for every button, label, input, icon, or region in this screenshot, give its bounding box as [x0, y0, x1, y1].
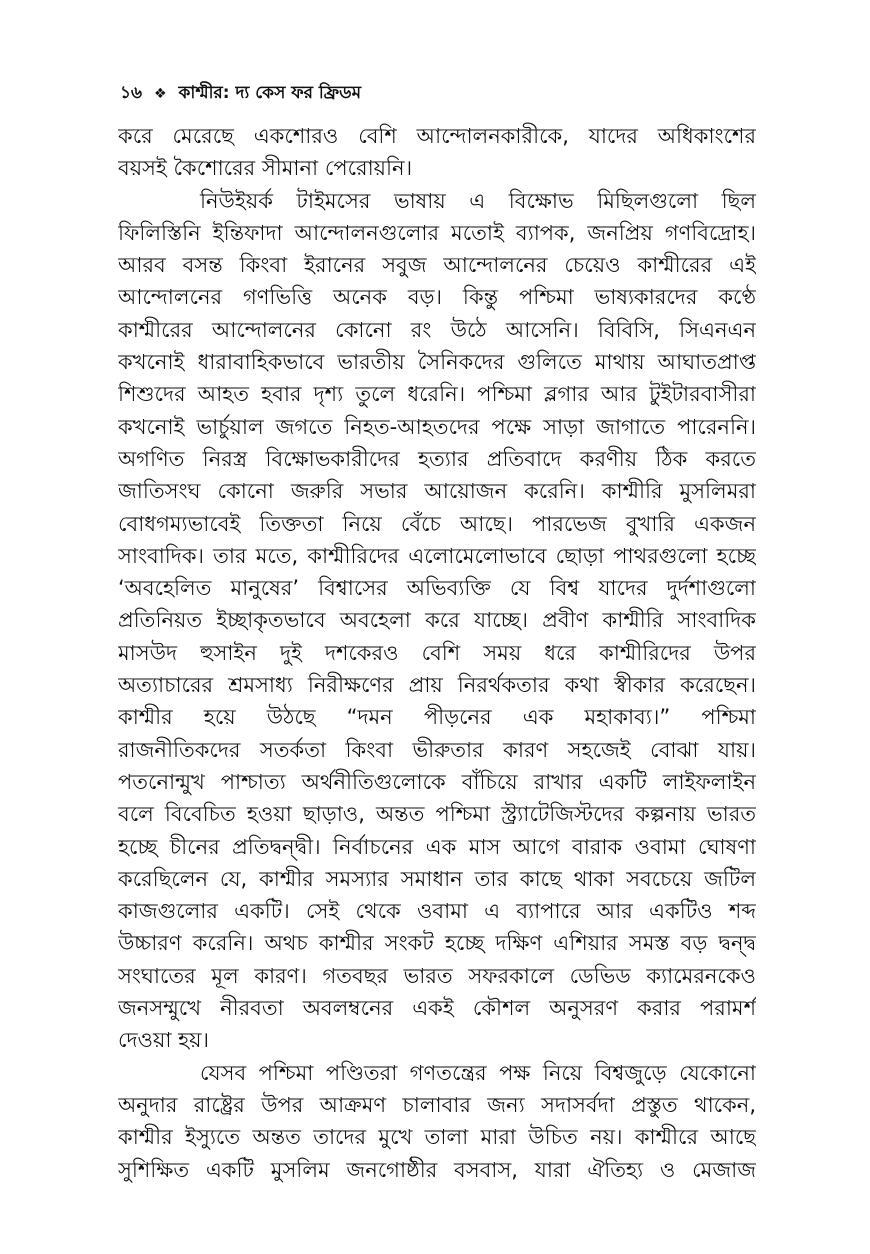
text-line: সাংবাদিক। তার মতে, কাশ্মীরিদের এলোমেলোভাবে ছোড়া পাথরগুলো হচ্ছে — [118, 543, 756, 568]
text-line: করেছিলেন যে, কাশ্মীর সমস্যার সমাধান তার কাছে থাকা সবচেয়ে জটিল — [118, 866, 756, 891]
text-line: বলে বিবেচিত হওয়া ছাড়াও, অন্তত পশ্চিমা স্ট্র্যাটেজিস্টদের কল্পনায় ভারত — [118, 802, 756, 827]
separator-ornament: ❖ — [154, 86, 167, 102]
page-number: ১৬ — [120, 83, 143, 103]
text-line: কাশ্মীর ইস্যুতে অন্তত তাদের মুখে তালা মারা উচিত নয়। কাশ্মীরে আছে — [118, 1125, 756, 1150]
text-line: ফিলিস্তিনি ইন্তিফাদা আন্দোলনগুলোর মতোই ব্যাপক, জনপ্রিয় গণবিদ্রোহ। — [118, 220, 756, 245]
text-line: রাজনীতিকদের সতর্কতা কিংবা ভীরুতার কারণ সহজেই বোঝা যায়। — [118, 737, 756, 762]
text-line: কাশ্মীরের আন্দোলনের কোনো রং উঠে আসেনি। বিবিসি, সিএনএন — [118, 317, 756, 342]
text-line: প্রতিনিয়ত ইচ্ছাকৃতভাবে অবহেলা করে যাচ্ছে। প্রবীণ কাশ্মীরি সাংবাদিক — [118, 608, 756, 633]
running-header — [120, 82, 361, 105]
text-line: উচ্চারণ করেনি। অথচ কাশ্মীর সংকট হচ্ছে দক্ষিণ এশিয়ার সমস্ত বড় দ্বন্দ্ব — [118, 931, 756, 956]
text-line: সুশিক্ষিত একটি মুসলিম জনগোষ্ঠীর বসবাস, যারা ঐতিহ্য ও মেজাজ — [118, 1157, 756, 1182]
text-line: কাজগুলোর একটি। সেই থেকে ওবামা এ ব্যাপারে আর একটিও শব্দ — [118, 899, 756, 924]
text-line: আরব বসন্ত কিংবা ইরানের সবুজ আন্দোলনের চেয়েও কাশ্মীরের এই — [118, 253, 756, 278]
text-line: ‘অবহেলিত মানুষের’ বিশ্বাসের অভিব্যক্তি যে বিশ্ব যাদের দুর্দশাগুলো — [118, 576, 756, 601]
text-line: মাসউদ হুসাইন দুই দশকেরও বেশি সময় ধরে কাশ্মীরিদের উপর — [118, 640, 756, 665]
text-line: জনসম্মুখে নীরবতা অবলম্বনের একই কৌশল অনুসরণ করার পরামর্শ — [118, 996, 756, 1021]
body-text — [118, 120, 756, 1186]
text-line: কখনোই ভার্চুয়াল জগতে নিহত-আহতদের পক্ষে সাড়া জাগাতে পারেননি। — [118, 414, 756, 439]
text-line: অত্যাচারের শ্রমসাধ্য নিরীক্ষণের প্রায় নিরর্থকতার কথা স্বীকার করেছেন। — [118, 673, 756, 698]
text-line: হচ্ছে চীনের প্রতিদ্বন্দ্বী। নির্বাচনের এক মাস আগে বারাক ওবামা ঘোষণা — [118, 834, 756, 859]
text-line: আন্দোলনের গণভিত্তি অনেক বড়। কিন্তু পশ্চিমা ভাষ্যকারদের কণ্ঠে — [118, 285, 756, 310]
text-line: বোধগম্যভাবেই তিক্ততা নিয়ে বেঁচে আছে। পারভেজ বুখারি একজন — [118, 511, 756, 536]
text-line: অনুদার রাষ্ট্রের উপর আক্রমণ চালাবার জন্য সদাসর্বদা প্রস্তুত থাকেন, — [118, 1092, 756, 1117]
text-line: নিউইয়র্ক টাইমসের ভাষায় এ বিক্ষোভ মিছিলগুলো ছিল — [200, 188, 756, 213]
text-line: পতনোন্মুখ পাশ্চাত্য অর্থনীতিগুলোকে বাঁচিয়ে রাখার একটি লাইফলাইন — [118, 769, 756, 794]
text-line: কখনোই ধারাবাহিকভাবে ভারতীয় সৈনিকদের গুলিতে মাথায় আঘাতপ্রাপ্ত — [118, 350, 756, 375]
text-line: দেওয়া হয়। — [118, 1028, 210, 1053]
text-line: শিশুদের আহত হবার দৃশ্য তুলে ধরেনি। পশ্চিমা ব্লগার আর টুইটারবাসীরা — [118, 382, 756, 407]
text-line: অগণিত নিরস্ত্র বিক্ষোভকারীদের হত্যার প্রতিবাদে করণীয় ঠিক করতে — [118, 446, 756, 471]
text-line: কাশ্মীর হয়ে উঠছে “দমন পীড়নের এক মহাকাব্য।” পশ্চিমা — [118, 705, 756, 730]
text-line: যেসব পশ্চিমা পণ্ডিতরা গণতন্ত্রের পক্ষ নিয়ে বিশ্বজুড়ে যেকোনো — [200, 1060, 756, 1085]
text-line: জাতিসংঘ কোনো জরুরি সভার আয়োজন করেনি। কাশ্মীরি মুসলিমরা — [118, 479, 756, 504]
book-title: কাশ্মীর: দ্য কেস ফর ফ্রিডম — [178, 83, 362, 103]
text-line: করে মেরেছে একশোরও বেশি আন্দোলনকারীকে, যাদের অধিকাংশের — [118, 124, 756, 148]
text-line: বয়সই কৈশোরের সীমানা পেরোয়নি। — [118, 156, 413, 181]
text-line: সংঘাতের মূল কারণ। গতবছর ভারত সফরকালে ডেভিড ক্যামেরনকেও — [118, 963, 756, 988]
